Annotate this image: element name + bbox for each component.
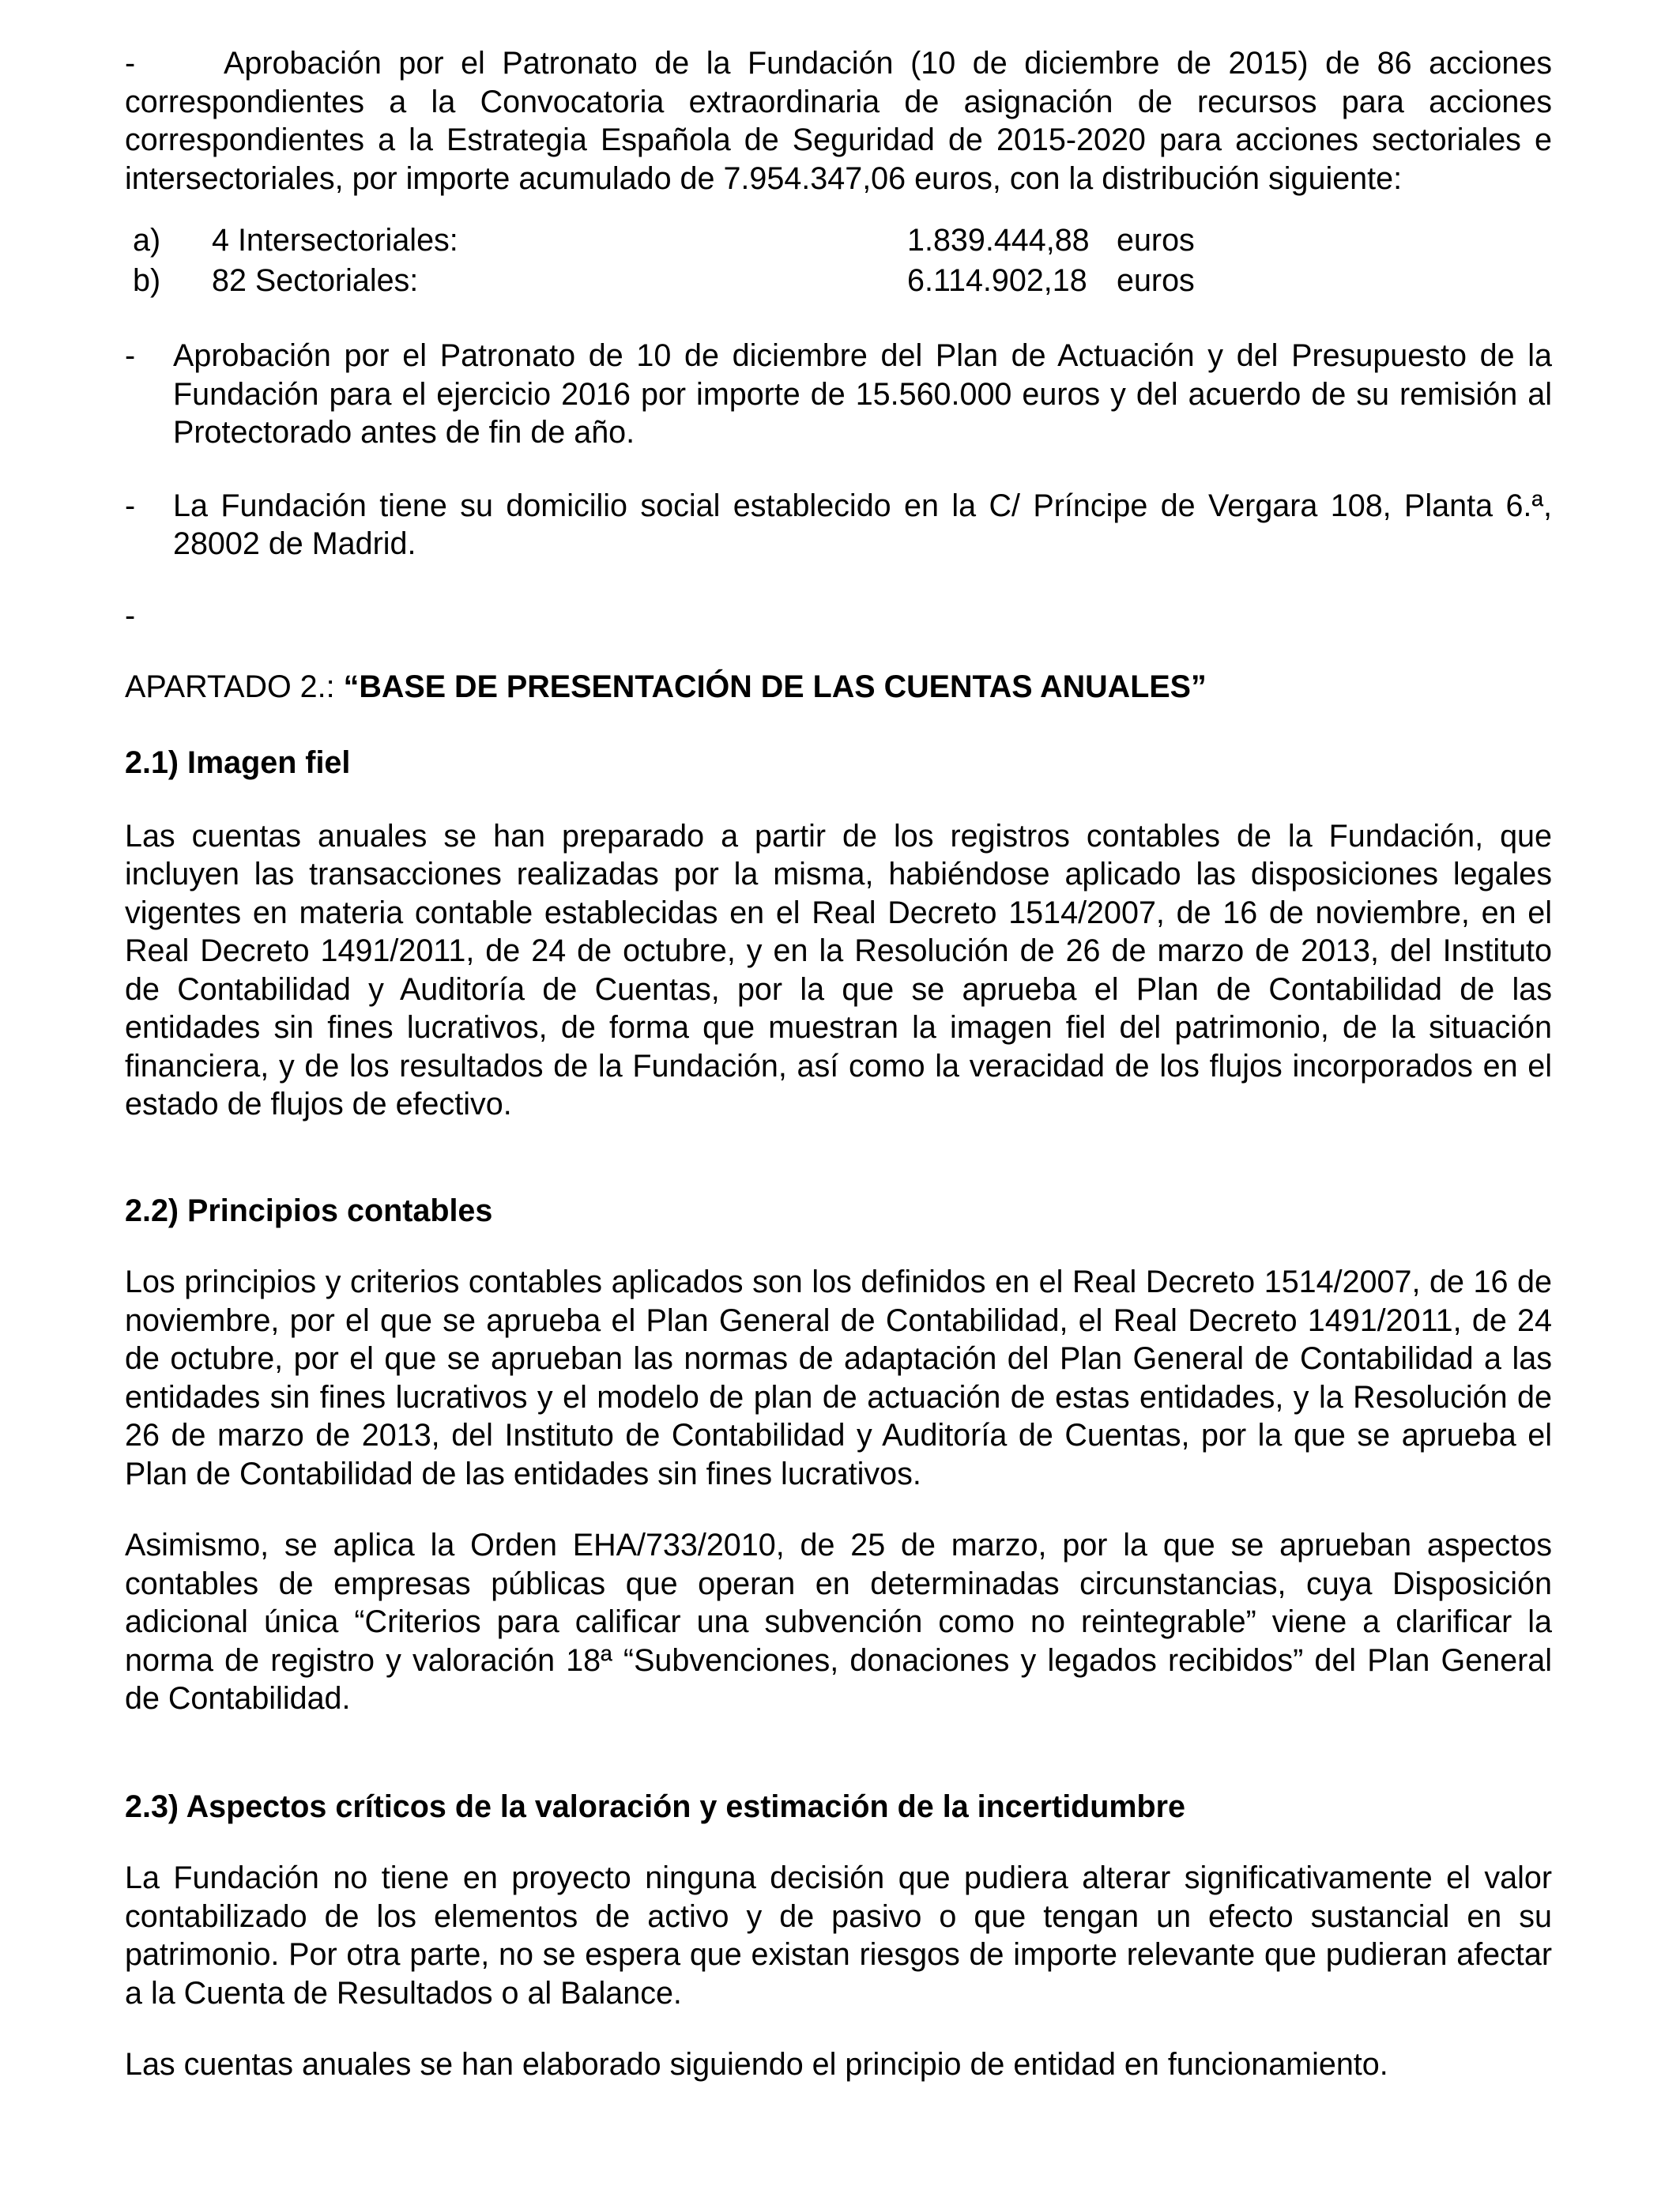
section-paragraph: Los principios y criterios contables aplicados son los definidos en el Real Decreto 1514/2007, de 16 de noviembre, por el que se aprueba el Plan General de Contabilidad, el Real Decreto 1491/2011, de 24 de octubre, por el que se aprueban las normas de adaptación del Plan General de Contabilidad a las entidades sin fines lucrativos y el modelo de plan de actuación de estas entidades, y la Resolución de 26 de marzo de 2013, del Instituto de Contabilidad y Auditoría de Cuentas, por la que se aprueba el Plan de Contabilidad de las entidades sin fines lucrativos. bbox=[125, 1265, 1552, 1491]
row-label: 4 Intersectoriales: bbox=[212, 223, 458, 258]
section-paragraph: Las cuentas anuales se han elaborado siguiendo el principio de entidad en funcionamiento. bbox=[125, 2047, 1388, 2082]
apartado-title: “BASE DE PRESENTACIÓN DE LAS CUENTAS ANUALES” bbox=[343, 669, 1207, 704]
intro-paragraph bbox=[125, 44, 1552, 198]
row-unit: euros bbox=[1117, 223, 1195, 258]
section-paragraph: Las cuentas anuales se han preparado a partir de los registros contables de la Fundación, que incluyen las transacciones realizadas por la misma, habiéndose aplicado las disposiciones legales vigentes en materia contable establecidas en el Real Decreto 1514/2007, de 16 de noviembre, en el Real Decreto 1491/2011, de 24 de octubre, y en la Resolución de 26 de marzo de 2013, del Instituto de Contabilidad y Auditoría de Cuentas, por la que se aprueba el Plan de Contabilidad de las entidades sin fines lucrativos, de forma que muestran la imagen fiel del patrimonio, de la situación financiera, y de los resultados de la Fundación, así como la veracidad de los flujos incorporados en el estado de flujos de efectivo. bbox=[125, 818, 1552, 1122]
section-heading: 2.3) Aspectos críticos de la valoración y estimación de la incertidumbre bbox=[125, 1789, 1186, 1824]
row-amount: 1.839.444,88 bbox=[907, 223, 1090, 258]
section-heading: 2.1) Imagen fiel bbox=[125, 745, 351, 780]
bullet-text: La Fundación tiene su domicilio social establecido en la C/ Príncipe de Vergara 108, Planta 6.ª, 28002 de Madrid. bbox=[173, 488, 1552, 561]
row-letter: b) bbox=[133, 263, 161, 298]
section-heading: 2.2) Principios contables bbox=[125, 1193, 493, 1228]
document-page bbox=[125, 44, 1552, 2084]
row-amount: 6.114.902,18 bbox=[907, 263, 1087, 298]
distribution-row bbox=[133, 262, 1397, 300]
apartado-prefix: APARTADO 2.: bbox=[125, 669, 344, 704]
bullet-item bbox=[125, 597, 1552, 635]
bullet-dash: - bbox=[125, 598, 136, 633]
section-paragraph: Asimismo, se aplica la Orden EHA/733/2010, de 25 de marzo, por la que se aprueban aspectos contables de empresas públicas que operan en determinadas circunstancias, cuya Disposición adicional única “Criterios para calificar una subvención como no reintegrable” viene a clarificar la norma de registro y valoración 18ª “Subvenciones, donaciones y legados recibidos” del Plan General de Contabilidad. bbox=[125, 1528, 1552, 1716]
row-letter: a) bbox=[133, 223, 161, 258]
bullet-item bbox=[125, 487, 1552, 564]
section-paragraph: La Fundación no tiene en proyecto ninguna decisión que pudiera alterar significativamente el valor contabilizado de los elementos de activo y de pasivo o que tengan un efecto sustancial en su patrimonio. Por otra parte, no se espera que existan riesgos de importe relevante que pudieran afectar a la Cuenta de Resultados o al Balance. bbox=[125, 1860, 1552, 2011]
intro-first-words: Aprobación bbox=[224, 46, 382, 81]
bullet-dash: - bbox=[125, 488, 136, 523]
intro-dash: - bbox=[125, 46, 136, 81]
distribution-list bbox=[125, 221, 1552, 297]
intro-text: por el Patronato de la Fundación (10 de diciembre de 2015) de 86 acciones correspondientes a la Convocatoria extraordinaria de asignación de recursos para acciones correspondientes a la Estrategia Española de Seguridad de 2015-2020 para acciones sectoriales e intersectoriales, por importe acumulado de 7.954.347,06 euros, con la distribución siguiente: bbox=[125, 46, 1553, 196]
distribution-row bbox=[133, 221, 1397, 259]
bullet-item bbox=[125, 337, 1552, 452]
bullet-dash: - bbox=[125, 338, 136, 373]
apartado-heading bbox=[125, 668, 1552, 707]
row-label: 82 Sectoriales: bbox=[212, 263, 419, 298]
bullet-text: Aprobación por el Patronato de 10 de diciembre del Plan de Actuación y del Presupuesto de la Fundación para el ejercicio 2016 por importe de 15.560.000 euros y del acuerdo de su remisión al Protectorado antes de fin de año. bbox=[173, 338, 1552, 450]
row-unit: euros bbox=[1117, 263, 1195, 298]
